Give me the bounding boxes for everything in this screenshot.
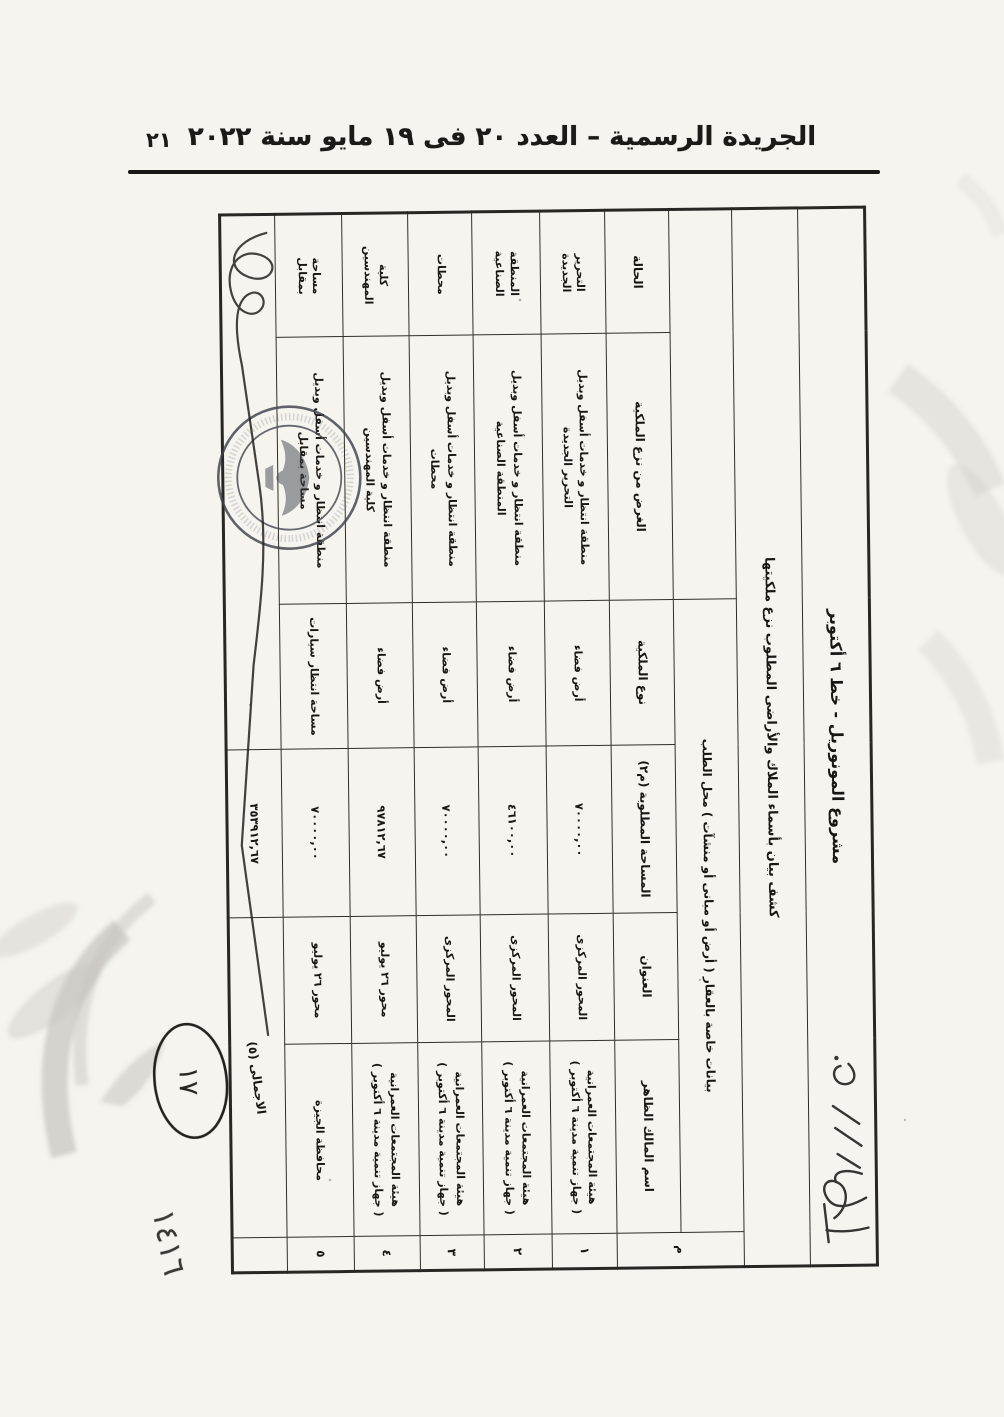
col-header-address: العنوان <box>613 913 679 1041</box>
circled-number: ١٧ <box>172 1066 204 1096</box>
row-serial: ٢ <box>484 1234 552 1270</box>
purpose-line2: المنطقة الصناعية <box>494 420 509 516</box>
owner-line1: هيئة المجتمعات العمرانية <box>387 1072 403 1207</box>
row-owner <box>482 1041 552 1235</box>
row-address: محور ٢٦ يوليو <box>350 916 418 1044</box>
row-ownership-type: أرض فضاء <box>346 603 414 749</box>
page-number: ٢١ <box>146 128 172 152</box>
owner-line1: هيئة المجتمعات العمرانية <box>584 1069 600 1205</box>
status-text: محطات <box>434 253 448 295</box>
total-label: الاجمالى (٥) <box>244 1040 269 1115</box>
owner-line2: ( جهاز تنمية مدينة ٦ أكتوبر ) <box>370 1062 386 1217</box>
group-header-property-data: بيانات خاصة بالعقار ( أرض أو مبانى أو منشآت ) محل الطلب <box>673 599 744 1233</box>
row-purpose <box>409 335 476 603</box>
row-status <box>408 212 473 336</box>
owner-line1: محافظة الجيزة <box>313 1099 328 1181</box>
table-title-row-list <box>732 208 811 1267</box>
row-area: ٧٠٠٠٠,٠٠ <box>546 745 613 914</box>
table-row <box>472 211 553 1270</box>
purpose-line1: منطقة انتظار و خدمات أسفل وبديل <box>509 369 526 567</box>
row-purpose <box>473 334 544 602</box>
row-ownership-type: أرض فضاء <box>412 602 478 748</box>
row-area: ٩٧٨١٢,٦٧ <box>348 748 416 917</box>
purpose-line2: التحرير الجديدة <box>560 426 575 508</box>
purpose-line1: منطقة انتظار و خدمات أسفل وبديل <box>443 370 460 567</box>
owner-line2: ( جهاز تنمية مدينة ٦ أكتوبر ) <box>568 1060 584 1215</box>
expropriation-table <box>218 206 879 1275</box>
purpose-line2: كلية المهندسين <box>363 427 378 513</box>
col-header-owner: اسم المالك الظاهر <box>615 1040 681 1234</box>
purpose-line2: مساحة بمقابل <box>296 431 311 510</box>
total-label-cell <box>228 917 287 1238</box>
total-area: ٣٥٣٩١٢,٦٧ <box>226 749 283 918</box>
status-text: التحرير الجديدة <box>559 253 588 293</box>
row-ownership-type: أرض فضاء <box>544 600 611 746</box>
table-title-row-project <box>798 207 878 1266</box>
row-purpose <box>541 333 609 601</box>
table-row <box>540 210 618 1269</box>
table-row <box>342 213 421 1272</box>
purpose-line1: منطقة انتظار و خدمات أسفل وبديل <box>312 372 328 569</box>
row-owner <box>352 1043 420 1237</box>
purpose-line1: منطقة انتظار و خدمات أسفل وبديل <box>378 371 395 568</box>
row-status <box>540 210 606 334</box>
row-address: المحور المركزى <box>480 914 550 1042</box>
group-header-row <box>669 209 745 1268</box>
owner-line1: هيئة المجتمعات العمرانية <box>518 1070 533 1206</box>
row-serial: ١ <box>552 1233 617 1269</box>
row-purpose <box>276 337 346 605</box>
row-owner <box>550 1040 617 1234</box>
row-area: ٤٦١٠٠,٠٠ <box>478 746 548 915</box>
row-address: محور ٢٦ يوليو <box>283 917 352 1045</box>
row-area: ٧٠٠٠٠,٠٠ <box>414 747 480 916</box>
col-header-purpose: الغرض من نزع الملكية <box>606 333 673 601</box>
row-serial: ٤ <box>354 1236 420 1272</box>
table-row <box>408 212 485 1271</box>
row-status <box>275 214 343 338</box>
list-title: كشف بيان بأسماء الملاك والأراضى المطلوب نزع ملكيتها <box>732 208 811 1267</box>
gazette-header-title: الجريدة الرسمية – العدد ٢٠ فى ١٩ مايو سنة ٢٠٢٢ <box>187 122 817 152</box>
row-purpose <box>343 336 412 604</box>
row-area: ٧٠٠٠٠,٠٠ <box>281 749 350 918</box>
column-header-row <box>605 210 682 1269</box>
row-address: المحور المركزى <box>548 913 615 1041</box>
col-header-area: المساحة المطلوبة (م٢) <box>611 745 677 914</box>
owner-line2: ( جهاز تنمية مدينة ٦ أكتوبر ) <box>435 1062 451 1216</box>
row-status <box>342 213 409 337</box>
row-ownership-type: أرض فضاء <box>476 601 546 747</box>
table-row <box>275 214 355 1273</box>
status-text: مساحة بمقابل <box>295 257 324 295</box>
row-address: المحور المركزى <box>416 915 482 1043</box>
group-header-empty <box>669 209 737 600</box>
col-header-serial: م <box>617 1232 744 1269</box>
row-owner <box>285 1044 354 1238</box>
header-divider <box>128 170 880 174</box>
margin-handwritten-number: ١٤١٦ <box>144 1206 193 1279</box>
row-status <box>472 211 541 335</box>
row-ownership-type: مساحة انتظار سيارات <box>279 604 348 750</box>
col-header-status: الحالة <box>605 210 670 334</box>
project-title: مشروع المونوريل - خط ٦ أكتوبر <box>798 207 878 1266</box>
purpose-line1: منطقة انتظار و خدمات أسفل وبديل <box>576 369 592 566</box>
owner-line1: هيئة المجتمعات العمرانية <box>452 1071 468 1207</box>
row-owner <box>418 1042 484 1236</box>
status-text: المنطقة الصناعية <box>493 250 521 297</box>
rotated-table-block <box>144 206 879 1279</box>
row-serial: ٥ <box>287 1237 354 1273</box>
status-text: كلية المهندسين <box>361 245 390 305</box>
purpose-line2: محطات <box>428 448 442 490</box>
row-serial: ٣ <box>420 1235 484 1271</box>
total-empty-cell <box>220 214 282 750</box>
total-serial-empty <box>232 1237 287 1273</box>
col-header-ownership-type: نوع الملكية <box>609 600 675 746</box>
owner-line2: ( جهاز تنمية مدينة ٦ أكتوبر ) <box>501 1061 517 1215</box>
